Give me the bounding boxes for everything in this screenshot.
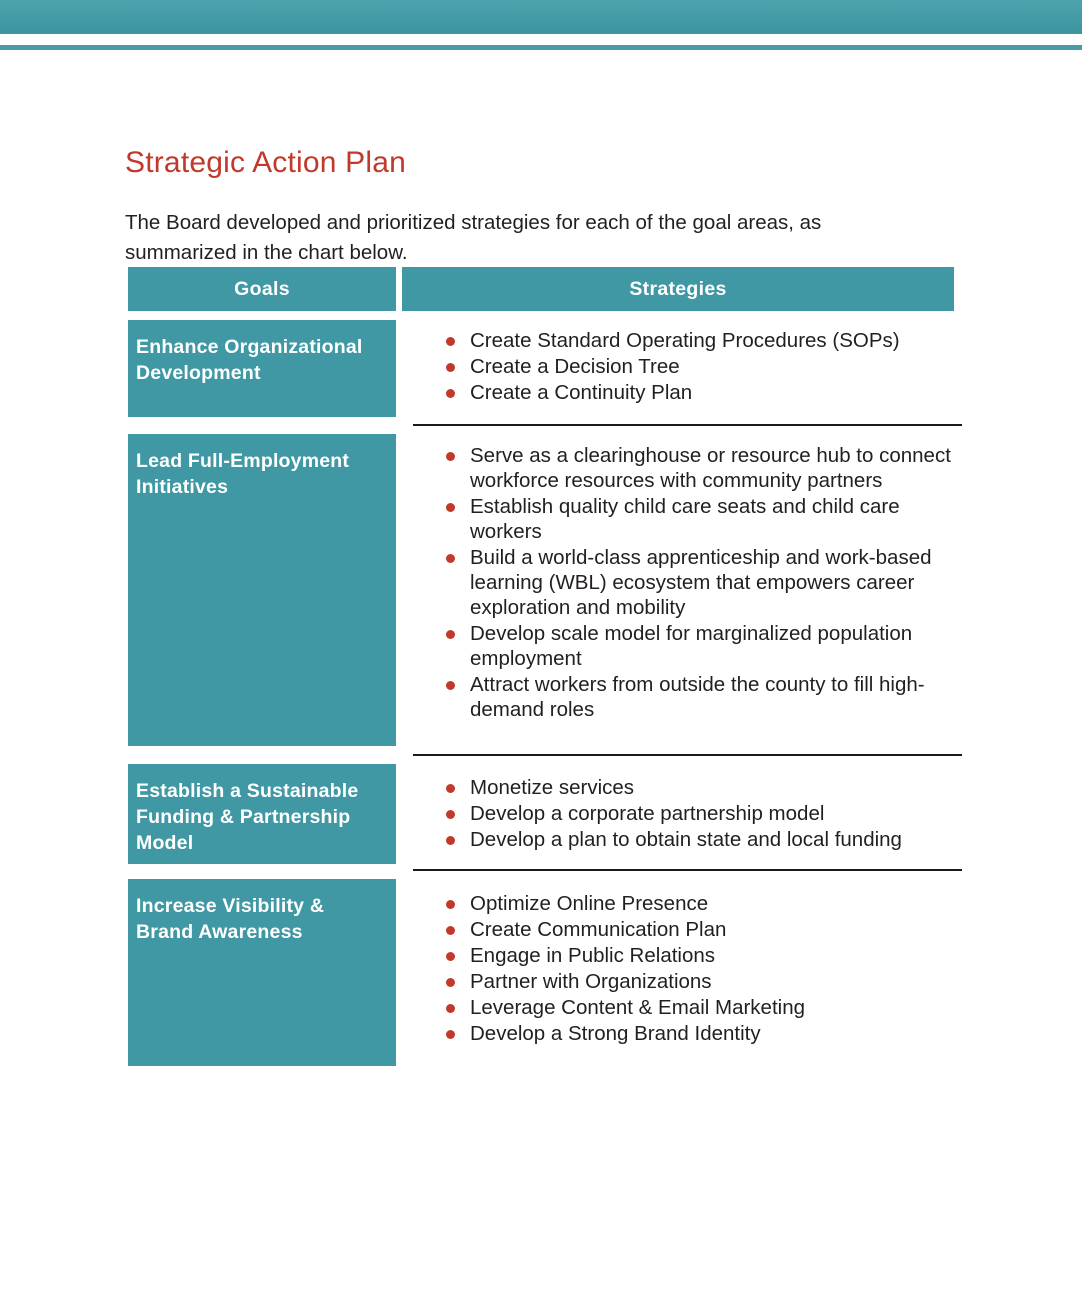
strategy-text: Engage in Public Relations <box>470 944 716 967</box>
bullet-dot-icon <box>446 926 455 935</box>
list-item <box>405 969 954 994</box>
strategy-text: Optimize Online Presence <box>470 892 709 915</box>
bullet-dot-icon <box>446 554 455 563</box>
bullet-dot-icon <box>446 452 455 461</box>
strategy-text: Monetize services <box>470 776 635 799</box>
table-header-row <box>128 267 954 311</box>
table-row <box>128 434 954 756</box>
strategy-text: Create Standard Operating Procedures (SOPs) <box>470 329 900 352</box>
goal-cell: Lead Full-Employment Initiatives <box>128 434 396 746</box>
column-header-goals: Goals <box>128 267 396 311</box>
list-item <box>405 917 954 942</box>
table-row <box>128 879 954 1066</box>
strategy-cell <box>405 434 954 756</box>
list-item <box>405 943 954 968</box>
bullet-dot-icon <box>446 630 455 639</box>
strategy-text: Build a world-class apprenticeship and work-based learning (WBL) ecosystem that empowers career exploration and mobility <box>470 546 932 619</box>
strategy-text: Develop a corporate partnership model <box>470 802 825 825</box>
strategy-text: Attract workers from outside the county to fill high-demand roles <box>470 673 925 721</box>
row-column-spacer <box>396 320 405 426</box>
list-item <box>405 801 954 826</box>
strategy-text: Create a Decision Tree <box>470 355 680 378</box>
bullet-dot-icon <box>446 900 455 909</box>
strategy-list <box>405 443 954 722</box>
list-item <box>405 380 954 405</box>
list-item <box>405 443 954 493</box>
bullet-dot-icon <box>446 1004 455 1013</box>
row-spacer <box>128 871 954 879</box>
strategy-list <box>405 891 954 1046</box>
row-column-spacer <box>396 764 405 871</box>
list-item <box>405 995 954 1020</box>
goal-cell: Enhance Organizational Development <box>128 320 396 417</box>
list-item <box>405 775 954 800</box>
intro-paragraph: The Board developed and prioritized strategies for each of the goal areas, as summarized in the chart below. <box>125 210 822 264</box>
bullet-dot-icon <box>446 1030 455 1039</box>
page-top-accent-rule <box>0 45 1082 50</box>
strategy-text: Develop a plan to obtain state and local funding <box>470 828 902 851</box>
list-item <box>405 328 954 353</box>
strategic-action-plan-table <box>128 267 954 1066</box>
bullet-dot-icon <box>446 363 455 372</box>
column-header-strategies: Strategies <box>402 267 954 311</box>
strategy-text: Establish quality child care seats and child care workers <box>470 495 900 543</box>
page-top-banner <box>0 0 1082 34</box>
strategy-text: Partner with Organizations <box>470 970 712 993</box>
list-item <box>405 354 954 379</box>
list-item <box>405 1021 954 1046</box>
list-item <box>405 621 954 671</box>
strategy-list <box>405 328 954 405</box>
bullet-dot-icon <box>446 836 455 845</box>
row-column-spacer <box>396 879 405 1066</box>
strategy-text: Create Communication Plan <box>470 918 727 941</box>
list-item <box>405 494 954 544</box>
list-item <box>405 827 954 852</box>
table-row <box>128 320 954 426</box>
bullet-dot-icon <box>446 784 455 793</box>
strategy-cell <box>405 764 954 871</box>
strategy-text: Serve as a clearinghouse or resource hub to connect workforce resources with community partners <box>470 444 951 492</box>
row-spacer <box>128 426 954 434</box>
row-column-spacer <box>396 434 405 756</box>
table-row <box>128 764 954 871</box>
bullet-dot-icon <box>446 952 455 961</box>
strategy-cell <box>405 320 954 426</box>
row-spacer <box>128 756 954 764</box>
list-item <box>405 891 954 916</box>
strategy-text: Develop scale model for marginalized population employment <box>470 622 913 670</box>
goal-cell: Increase Visibility & Brand Awareness <box>128 879 396 1066</box>
bullet-dot-icon <box>446 389 455 398</box>
bullet-dot-icon <box>446 978 455 987</box>
goal-cell: Establish a Sustainable Funding & Partnership Model <box>128 764 396 864</box>
list-item <box>405 672 954 722</box>
bullet-dot-icon <box>446 810 455 819</box>
bullet-dot-icon <box>446 681 455 690</box>
page-title: Strategic Action Plan <box>125 146 407 180</box>
strategy-list <box>405 775 954 852</box>
list-item <box>405 545 954 620</box>
strategy-text: Develop a Strong Brand Identity <box>470 1022 761 1045</box>
strategy-text: Create a Continuity Plan <box>470 381 693 404</box>
bullet-dot-icon <box>446 337 455 346</box>
bullet-dot-icon <box>446 503 455 512</box>
strategy-text: Leverage Content & Email Marketing <box>470 996 806 1019</box>
strategy-cell <box>405 879 954 1066</box>
